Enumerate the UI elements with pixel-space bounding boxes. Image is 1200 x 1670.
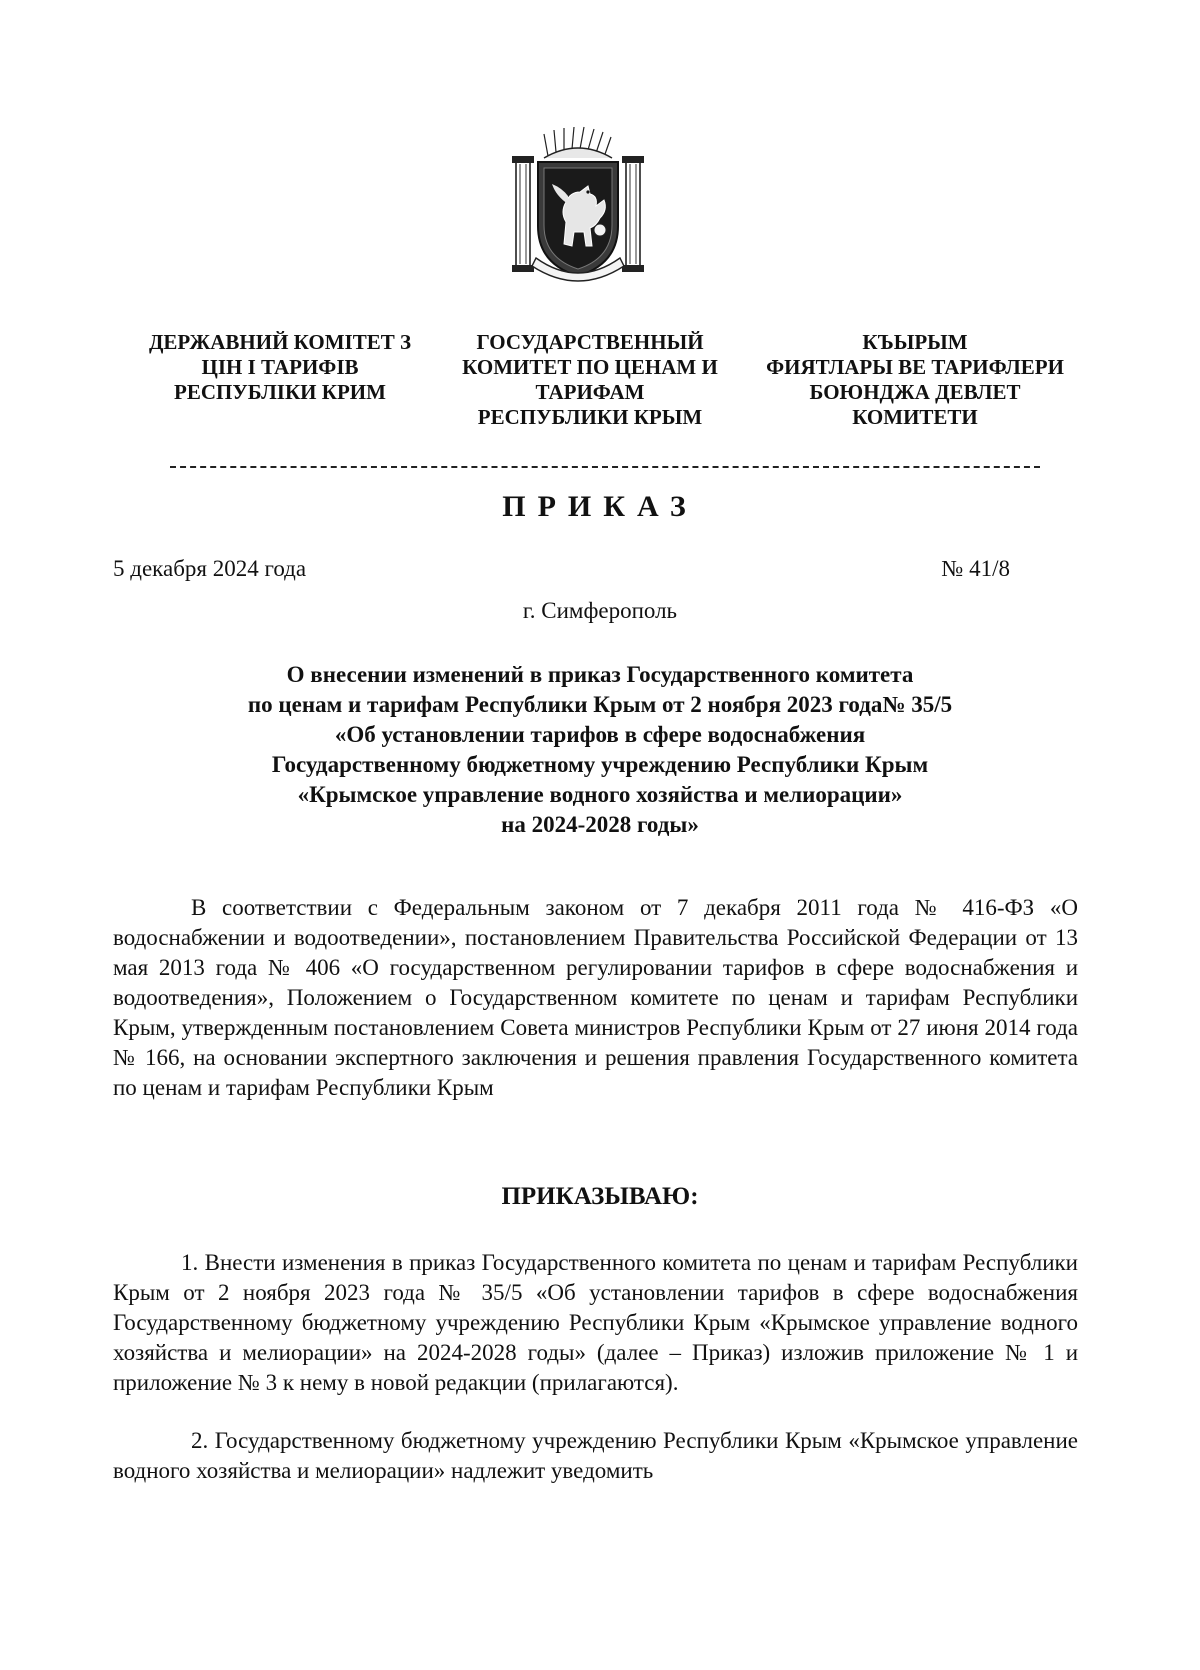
title-line-3: «Об установлении тарифов в сфере водоснабжения xyxy=(334,722,866,747)
title-line-4: Государственному бюджетному учреждению Республики Крым xyxy=(271,752,929,777)
header-ru-line-1: ГОСУДАРСТВЕННЫЙ xyxy=(476,330,704,354)
title-line-6: на 2024-2028 годы» xyxy=(501,812,699,837)
document-date: 5 декабря 2024 года xyxy=(113,556,307,581)
title-line-5: «Крымское управление водного хозяйства и мелиорации» xyxy=(297,782,903,807)
order-item-1: 1. Внести изменения в приказ Государственного комитета по ценам и тарифам Республики Крым от 2 ноября 2023 года № 35/5 «Об установлении тарифов в сфере водоснабжения Государственному бюджетному учреждению Республики Крым «Крымское управление водного хозяйства и мелиорации» на 2024-2028 годы» (далее – Приказ) изложив приложение № 1 и приложение № 3 к нему в новой редакции (прилагаются). xyxy=(113,1250,1078,1395)
preamble-paragraph: В соответствии с Федеральным законом от 7 декабря 2011 года № 416-ФЗ «О водоснабжении и водоотведении», постановлением Правительства Российской Федерации от 13 мая 2013 года № 406 «О государственном регулировании тарифов в сфере водоснабжения и водоотведения», Положением о Государственном комитете по ценам и тарифам Республики Крым, утвержденным постановлением Совета министров Республики Крым от 27 июня 2014 года № 166, на основании экспертного заключения и решения правления Государственного комитета по ценам и тарифам Республики Крым xyxy=(113,895,1078,1100)
header-ru-line-3: ТАРИФАМ xyxy=(535,380,645,404)
order-item-2: 2. Государственному бюджетному учреждению Республики Крым «Крымское управление водного хозяйства и мелиорации» надлежит уведомить xyxy=(113,1428,1078,1483)
document-title xyxy=(140,660,1060,840)
header-russian xyxy=(440,330,740,430)
header-ua-line-3: РЕСПУБЛІКИ КРИМ xyxy=(174,380,386,404)
header-ct-line-4: КОМИТЕТИ xyxy=(852,405,978,429)
title-line-2: по ценам и тарифам Республики Крым от 2 ноября 2023 года№ 35/5 xyxy=(247,692,953,717)
document-type: ПРИКАЗ xyxy=(502,490,698,523)
order-heading: ПРИКАЗЫВАЮ: xyxy=(501,1183,699,1210)
header-ua-line-1: ДЕРЖАВНИЙ КОМІТЕТ З xyxy=(148,330,412,354)
header-divider xyxy=(170,466,1040,468)
header-ru-line-4: РЕСПУБЛИКИ КРЫМ xyxy=(477,405,703,429)
title-line-1: О внесении изменений в приказ Государственного комитета xyxy=(286,662,914,687)
header-ukrainian xyxy=(135,330,425,405)
document-city: г. Симферополь xyxy=(522,598,678,623)
header-crimean-tatar xyxy=(750,330,1080,430)
header-ua-line-2: ЦІН І ТАРИФІВ xyxy=(201,355,359,379)
header-ru-line-2: КОМИТЕТ ПО ЦЕНАМ И xyxy=(462,355,718,379)
header-ct-line-3: БОЮНДЖА ДЕВЛЕТ xyxy=(809,380,1021,404)
header-ct-line-2: ФИЯТЛАРЫ ВЕ ТАРИФЛЕРИ xyxy=(766,355,1064,379)
header-ct-line-1: КЪЫРЫМ xyxy=(862,330,968,354)
crimea-coat-of-arms-icon xyxy=(508,126,648,286)
document-number: № 41/8 xyxy=(941,556,1010,581)
